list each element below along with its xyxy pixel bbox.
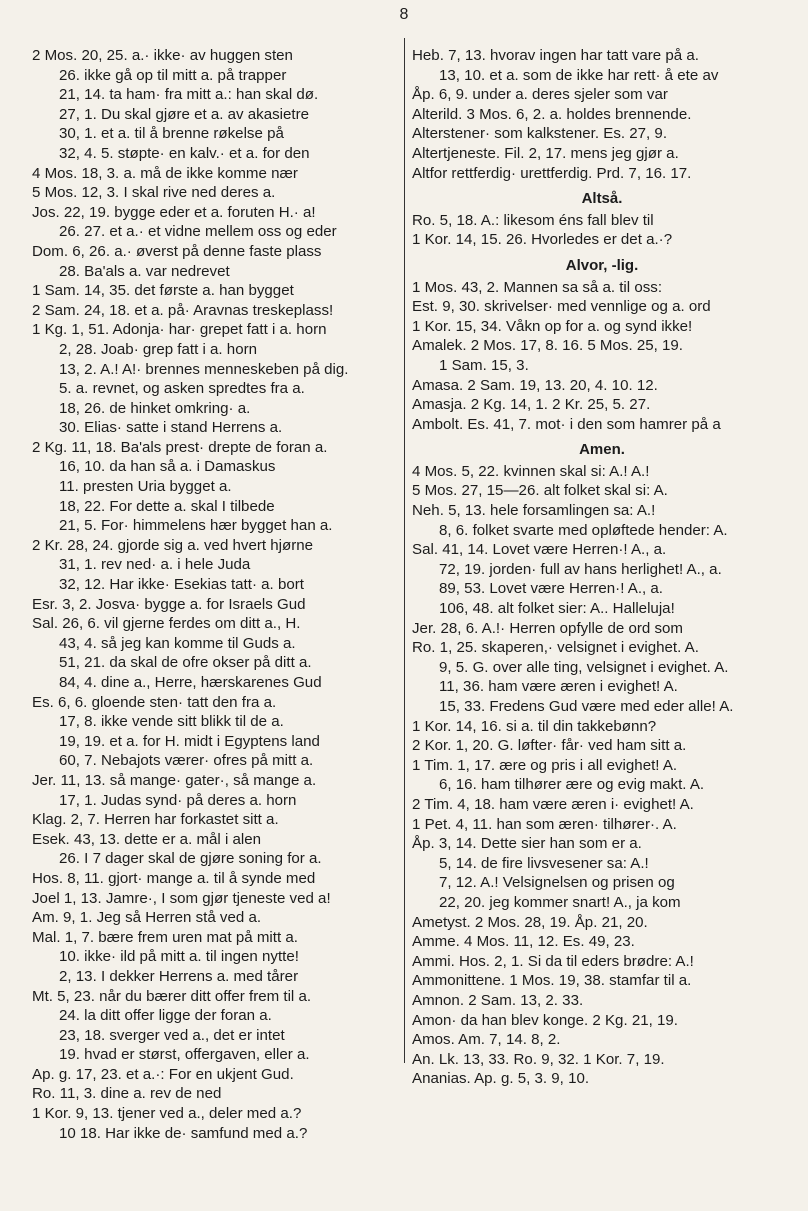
concordance-line: 2 Tim. 4, 18. ham være æren i· evighet! A. xyxy=(412,795,694,813)
concordance-line: Est. 9, 30. skrivelser· med vennlige og a. ord xyxy=(412,298,711,316)
concordance-line: 5, 14. de fire livsvesener sa: A.! xyxy=(439,854,649,872)
concordance-line: 106, 48. alt folket sier: A.. Halleluja! xyxy=(439,600,675,618)
section-heading: Alvor, -lig. xyxy=(565,256,639,274)
concordance-line: 23, 18. sverger ved a., det er intet xyxy=(59,1026,285,1044)
right-column xyxy=(412,46,792,1089)
concordance-line: Amme. 4 Mos. 11, 12. Es. 49, 23. xyxy=(412,933,635,951)
concordance-line: 1 Sam. 15, 3. xyxy=(439,356,529,374)
concordance-line: 22, 20. jeg kommer snart! A., ja kom xyxy=(439,893,681,911)
concordance-line: 60, 7. Nebajots værer· ofres på mitt a. xyxy=(59,752,314,770)
concordance-line: 2 Kg. 11, 18. Ba'als prest· drepte de foran a. xyxy=(32,438,328,456)
concordance-line: 4 Mos. 18, 3. a. må de ikke komme nær xyxy=(32,164,298,182)
concordance-line: 43, 4. så jeg kan komme til Guds a. xyxy=(59,634,296,652)
concordance-line: 18, 22. For dette a. skal I tilbede xyxy=(59,497,275,515)
concordance-line: 10 18. Har ikke de· samfund med a.? xyxy=(59,1124,308,1142)
concordance-line: Ametyst. 2 Mos. 28, 19. Åp. 21, 20. xyxy=(412,913,648,931)
concordance-line: Es. 6, 6. gloende sten· tatt den fra a. xyxy=(32,693,277,711)
concordance-line: Altfor rettferdig· urettferdig. Prd. 7, 16. 17. xyxy=(412,164,692,182)
concordance-line: 30, 1. et a. til å brenne røkelse på xyxy=(59,125,284,143)
concordance-line: 19, 19. et a. for H. midt i Egyptens land xyxy=(59,732,320,750)
concordance-line: 17, 1. Judas synd· på deres a. horn xyxy=(59,791,297,809)
concordance-line: 28. Ba'als a. var nedrevet xyxy=(59,262,230,280)
concordance-line: Am. 9, 1. Jeg så Herren stå ved a. xyxy=(32,909,262,927)
section-heading: Amen. xyxy=(579,441,625,459)
concordance-line: Jer. 28, 6. A.!· Herren opfylle de ord som xyxy=(412,619,683,637)
page-number: 8 xyxy=(399,6,409,23)
concordance-line: Amasa. 2 Sam. 19, 13. 20, 4. 10. 12. xyxy=(412,376,658,394)
concordance-line: 24. la ditt offer ligge der foran a. xyxy=(59,1007,272,1025)
concordance-line: 1 Tim. 1, 17. ære og pris i all evighet! A. xyxy=(412,756,678,774)
concordance-line: Neh. 5, 13. hele forsamlingen sa: A.! xyxy=(412,502,656,520)
concordance-line: 72, 19. jorden· full av hans herlighet! A., a. xyxy=(439,560,722,578)
concordance-line: Ambolt. Es. 41, 7. mot· i den som hamrer på a xyxy=(412,415,721,433)
concordance-line: 9, 5. G. over alle ting, velsignet i evighet. A. xyxy=(439,658,729,676)
concordance-line: Alterild. 3 Mos. 6, 2. a. holdes brennende. xyxy=(412,105,692,123)
concordance-line: 51, 21. da skal de ofre okser på ditt a. xyxy=(59,654,312,672)
concordance-line: 30. Elias· satte i stand Herrens a. xyxy=(59,419,283,437)
concordance-line: Amasja. 2 Kg. 14, 1. 2 Kr. 25, 5. 27. xyxy=(412,396,651,414)
concordance-line: 1 Mos. 43, 2. Mannen sa så a. til oss: xyxy=(412,278,663,296)
concordance-line: Ro. 11, 3. dine a. rev de ned xyxy=(32,1085,222,1103)
concordance-line: Ap. g. 17, 23. et a.·: For en ukjent Gud. xyxy=(32,1065,294,1083)
concordance-line: 4 Mos. 5, 22. kvinnen skal si: A.! A.! xyxy=(412,462,650,480)
concordance-line: Ro. 1, 25. skaperen,· velsignet i evighet. A. xyxy=(412,639,699,657)
concordance-line: Ro. 5, 18. A.: likesom éns fall blev til xyxy=(412,211,654,229)
concordance-line: 2, 13. I dekker Herrens a. med tårer xyxy=(59,967,299,985)
concordance-line: 89, 53. Lovet være Herren·! A., a. xyxy=(439,580,664,598)
concordance-line: Sal. 26, 6. vil gjerne ferdes om ditt a., H. xyxy=(32,615,301,633)
concordance-line: 18, 26. de hinket omkring· a. xyxy=(59,399,251,417)
concordance-line: 32, 12. Har ikke· Esekias tatt· a. bort xyxy=(59,576,304,594)
concordance-line: 6, 16. ham tilhører ære og evig makt. A. xyxy=(439,776,705,794)
concordance-line: Ananias. Ap. g. 5, 3. 9, 10. xyxy=(412,1070,590,1088)
concordance-line: 26. 27. et a.· et vidne mellem oss og eder xyxy=(59,223,337,241)
concordance-line: Heb. 7, 13. hvorav ingen har tatt vare på a. xyxy=(412,47,699,64)
concordance-line: 32, 4. 5. støpte· en kalv.· et a. for den xyxy=(59,144,310,162)
concordance-line: Esr. 3, 2. Josva· bygge a. for Israels Gud xyxy=(32,595,306,613)
concordance-line: Klag. 2, 7. Herren har forkastet sitt a. xyxy=(32,811,279,829)
concordance-line: 16, 10. da han så a. i Damaskus xyxy=(59,458,276,476)
concordance-line: 11, 36. ham være æren i evighet! A. xyxy=(439,678,678,696)
concordance-line: 21, 5. For· himmelens hær bygget han a. xyxy=(59,517,333,535)
concordance-line: Åp. 3, 14. Dette sier han som er a. xyxy=(412,835,642,853)
concordance-line: 84, 4. dine a., Herre, hærskarenes Gud xyxy=(59,674,322,691)
concordance-line: 11. presten Uria bygget a. xyxy=(59,478,232,496)
concordance-line: 7, 12. A.! Velsignelsen og prisen og xyxy=(439,874,675,892)
left-column xyxy=(32,46,398,1143)
concordance-line: 2 Sam. 24, 18. et a. på· Aravnas treskeplass! xyxy=(32,301,334,319)
concordance-line: 31, 1. rev ned· a. i hele Juda xyxy=(59,556,251,574)
concordance-line: Sal. 41, 14. Lovet være Herren·! A., a. xyxy=(412,541,667,559)
concordance-line: Amon· da han blev konge. 2 Kg. 21, 19. xyxy=(412,1011,678,1029)
concordance-line: 1 Kor. 14, 15. 26. Hvorledes er det a.·? xyxy=(412,231,673,249)
concordance-line: Ammonittene. 1 Mos. 19, 38. stamfar til a. xyxy=(412,972,692,990)
concordance-line: 1 Sam. 14, 35. det første a. han bygget xyxy=(32,282,294,300)
concordance-line: 26. I 7 dager skal de gjøre soning for a. xyxy=(59,850,322,868)
concordance-line: Altertjeneste. Fil. 2, 17. mens jeg gjør a. xyxy=(412,144,679,162)
concordance-line: Hos. 8, 11. gjort· mange a. til å synde med xyxy=(32,869,316,887)
concordance-line: Mt. 5, 23. når du bærer ditt offer frem til a. xyxy=(32,987,312,1005)
concordance-line: 17, 8. ikke vende sitt blikk til de a. xyxy=(59,713,284,731)
concordance-line: Amalek. 2 Mos. 17, 8. 16. 5 Mos. 25, 19. xyxy=(412,337,683,355)
concordance-line: 19. hvad er størst, offergaven, eller a. xyxy=(59,1046,310,1064)
concordance-line: 1 Kor. 15, 34. Våkn op for a. og synd ikke! xyxy=(412,317,693,335)
concordance-line: 2 Mos. 20, 25. a.· ikke· av huggen sten xyxy=(32,47,293,64)
concordance-line: Mal. 1, 7. bære frem uren mat på mitt a. xyxy=(32,928,298,946)
concordance-line: 5 Mos. 12, 3. I skal rive ned deres a. xyxy=(32,184,276,202)
concordance-line: 26. ikke gå op til mitt a. på trapper xyxy=(59,66,287,84)
concordance-line: 2, 28. Joab· grep fatt i a. horn xyxy=(59,340,258,358)
concordance-line: 1 Kor. 9, 13. tjener ved a., deler med a.? xyxy=(32,1105,302,1123)
concordance-line: Ammi. Hos. 2, 1. Si da til eders brødre: A.! xyxy=(412,952,694,970)
concordance-line: 21, 14. ta ham· fra mitt a.: han skal dø. xyxy=(59,86,319,104)
concordance-line: 1 Kor. 14, 16. si a. til din takkebønn? xyxy=(412,717,657,735)
concordance-line: Esek. 43, 13. dette er a. mål i alen xyxy=(32,830,262,848)
concordance-line: Jos. 22, 19. bygge eder et a. foruten H.· a! xyxy=(32,203,316,221)
column-divider xyxy=(404,38,405,1063)
concordance-line: 5 Mos. 27, 15—26. alt folket skal si: A. xyxy=(412,482,668,500)
concordance-line: 10. ikke· ild på mitt a. til ingen nytte! xyxy=(59,948,299,966)
concordance-line: An. Lk. 13, 33. Ro. 9, 32. 1 Kor. 7, 19. xyxy=(412,1050,665,1068)
concordance-line: 2 Kr. 28, 24. gjorde sig a. ved hvert hjørne xyxy=(32,536,314,554)
concordance-line: 13, 2. A.! A!· brennes menneskeben på dig. xyxy=(59,360,349,378)
concordance-line: Joel 1, 13. Jamre·, I som gjør tjeneste ved a! xyxy=(32,889,331,907)
concordance-line: 1 Kg. 1, 51. Adonja· har· grepet fatt i a. horn xyxy=(32,321,327,339)
concordance-line: Åp. 6, 9. under a. deres sjeler som var xyxy=(412,86,668,104)
concordance-line: 13, 10. et a. som de ikke har rett· å ete av xyxy=(439,66,719,84)
concordance-line: Amos. Am. 7, 14. 8, 2. xyxy=(412,1031,561,1049)
concordance-line: 5. a. revnet, og asken spredtes fra a. xyxy=(59,380,305,398)
concordance-line: 1 Pet. 4, 11. han som æren· tilhører·. A. xyxy=(412,815,677,833)
concordance-line: 8, 6. folket svarte med opløftede hender: A. xyxy=(439,521,728,539)
concordance-line: 15, 33. Fredens Gud være med eder alle! A. xyxy=(439,698,734,715)
section-heading: Altså. xyxy=(581,190,623,208)
concordance-line: Dom. 6, 26. a.· øverst på denne faste plass xyxy=(32,242,322,260)
concordance-line: Amnon. 2 Sam. 13, 2. 33. xyxy=(412,991,584,1009)
concordance-line: 27, 1. Du skal gjøre et a. av akasietre xyxy=(59,105,310,123)
concordance-line: Alterstener· som kalkstener. Es. 27, 9. xyxy=(412,125,668,143)
concordance-line: 2 Kor. 1, 20. G. løfter· får· ved ham sitt a. xyxy=(412,737,687,755)
concordance-line: Jer. 11, 13. så mange· gater·, så mange a. xyxy=(32,771,317,789)
